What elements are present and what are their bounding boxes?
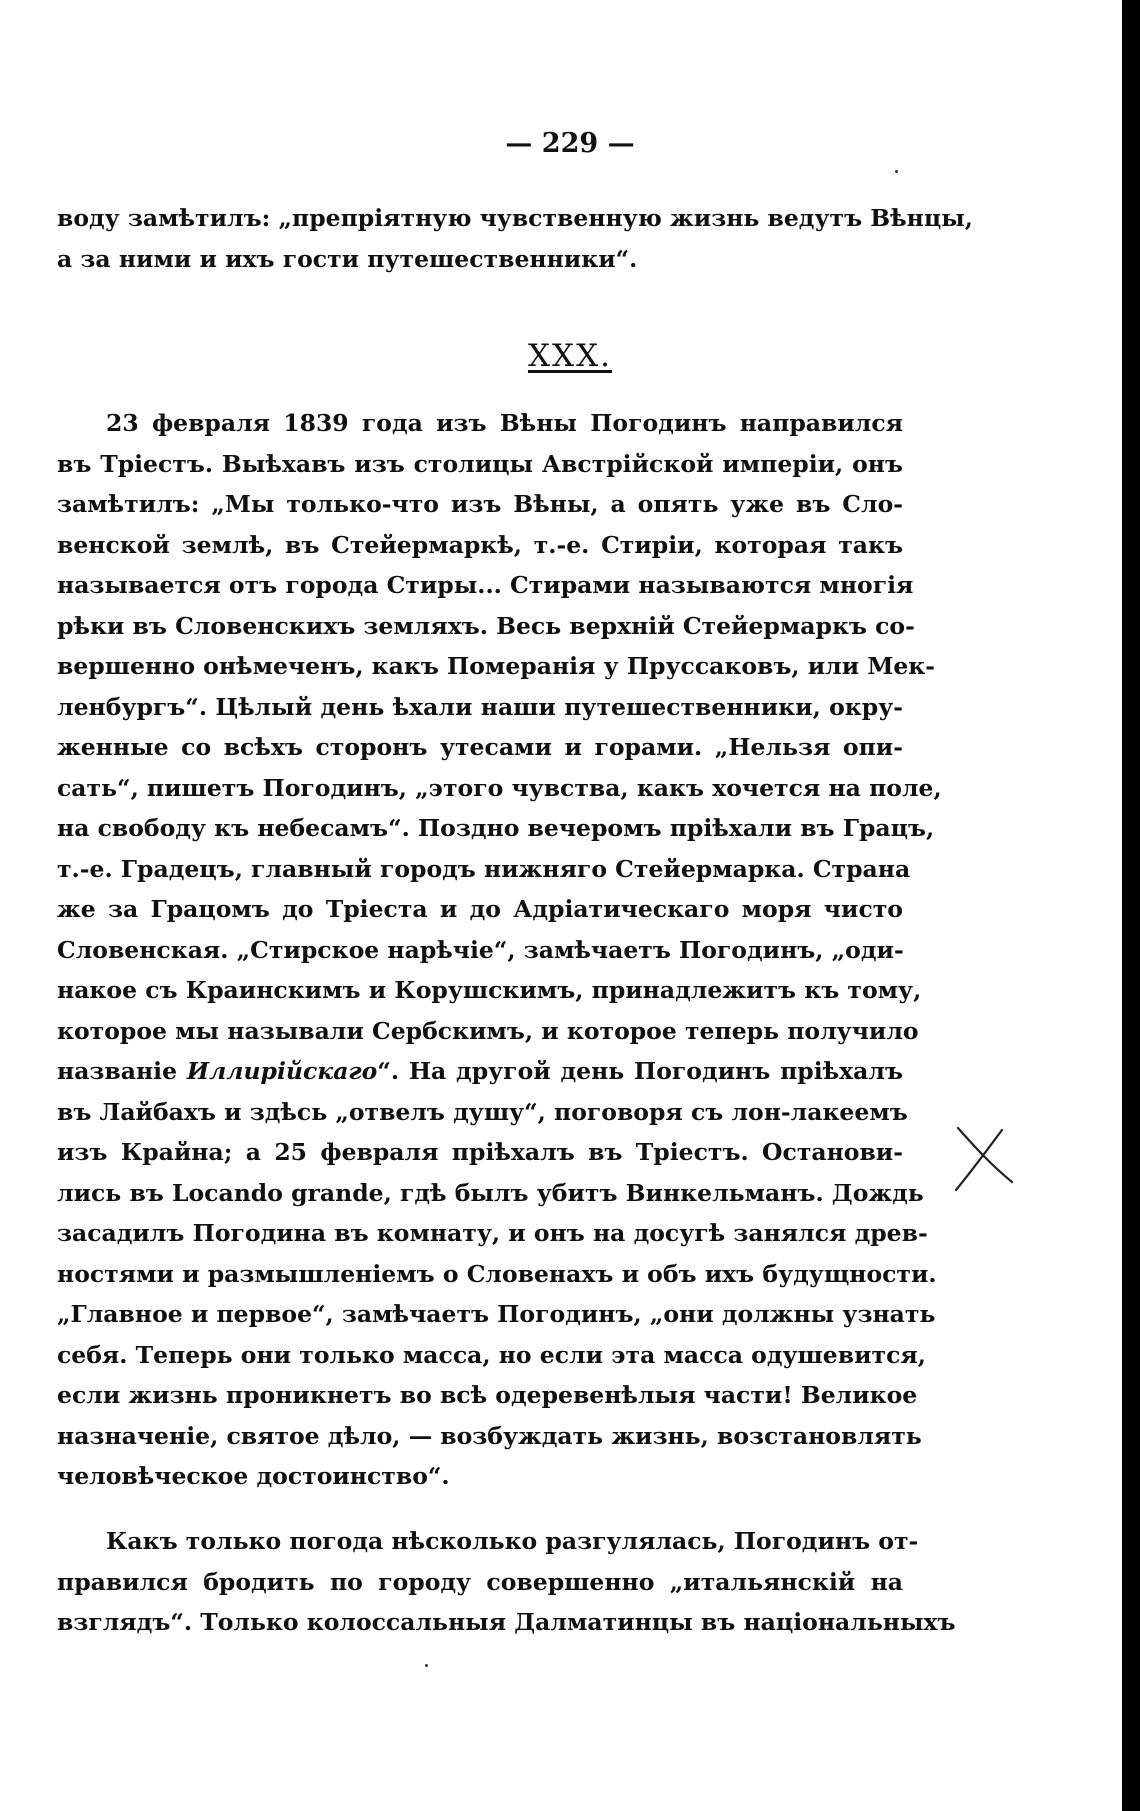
text-line: накое съ Краинскимъ и Корушскимъ, принадлежитъ къ тому, [57,976,922,1004]
intro-text [57,198,973,279]
text-line-illyrian [57,1051,903,1092]
text-line: ностями и размышленіемъ о Словенахъ и объ ихъ будущности. [57,1259,937,1288]
text-line: называется отъ города Стиры... Стирами называются многія [57,571,914,599]
text-line: взглядъ“. Только колоссальныя Далматинцы въ національныхъ [57,1608,956,1636]
text-line: изъ Крайна; а 25 февраля пріѣхалъ въ Тріестъ. Останови- [57,1138,903,1166]
text-line: женные со всѣхъ сторонъ утесами и горами. „Нельзя опи- [57,733,903,761]
text-line: ленбургъ“. Цѣлый день ѣхали наши путешественники, окру- [57,692,903,721]
text-line: Какъ только погода нѣсколько разгулялась, Погодинъ от- [106,1527,919,1555]
text-line: венской землѣ, въ Стейермаркѣ, т.-е. Стиріи, которая такъ [57,530,903,559]
text-line: рѣки въ Словенскихъ земляхъ. Весь верхній Стейермаркъ со- [57,611,915,640]
text-line: же за Грацомъ до Тріеста и до Адріатическаго моря чисто [57,895,903,923]
scan-dark-edge [1122,0,1140,1811]
text-line: человѣческое достоинство“. [57,1462,450,1490]
text-line: правился бродить по городу совершенно „итальянскій на [57,1567,903,1596]
chapter-heading-text: XXX. [527,338,613,374]
text-line: воду замѣтилъ: „препріятную чувственную жизнь ведутъ Вѣнцы, [57,204,973,232]
text-line: а за ними и ихъ гости путешественники“. [57,244,638,273]
text-line: вершенно онѣмеченъ, какъ Померанія у Пруссаковъ, или Мек- [57,652,936,680]
text-line: „Главное и первое“, замѣчаетъ Погодинъ, „они должны узнать [57,1300,936,1328]
page-number: — 229 — [505,128,635,159]
text-line: т.-е. Градецъ, главный городъ нижняго Стейермарка. Страна [57,854,911,883]
text-line: въ Лайбахъ и здѣсь „отвелъ душу“, поговоря съ лон-лакеемъ [57,1097,908,1126]
handwritten-x-mark-icon [952,1124,1016,1194]
chapter-heading [0,338,1140,374]
text-line: которое мы называли Сербскимъ, и которое теперь получило [57,1016,919,1045]
text-line: себя. Теперь они только масса, но если эта масса одушевится, [57,1340,926,1369]
scan-speck [425,1664,428,1667]
text-line: назначеніе, святое дѣло, — возбуждать жизнь, возстановлять [57,1421,922,1450]
paragraph-1 [57,403,942,1497]
text-line: сать“, пишетъ Погодинъ, „этого чувства, какъ хочется на поле, [57,773,942,802]
text-line: лись въ Locando grande, гдѣ былъ убитъ Винкельманъ. Дождь [57,1178,924,1207]
text-line: въ Тріестъ. Выѣхавъ изъ столицы Австрійской имперіи, онъ [57,449,903,478]
text-line: замѣтилъ: „Мы только-что изъ Вѣны, а опять уже въ Сло- [57,490,903,518]
italic-word: Иллирійскаго [186,1057,378,1085]
text-line: засадилъ Погодина въ комнату, и онъ на досугѣ занялся древ- [57,1219,928,1247]
text-line: Словенская. „Стирское нарѣчіе“, замѣчаетъ Погодинъ, „оди- [57,935,904,964]
text-line: 23 февраля 1839 года изъ Вѣны Погодинъ направился [106,409,903,437]
text-line: если жизнь проникнетъ во всѣ одеревенѣлыя части! Великое [57,1381,918,1409]
text-segment: названіе [57,1057,187,1085]
scan-speck [895,170,898,173]
text-line: на свободу къ небесамъ“. Поздно вечеромъ пріѣхали въ Грацъ, [57,814,935,842]
text-segment: “. На другой день Погодинъ пріѣхалъ [377,1057,903,1085]
paragraph-2 [57,1521,956,1643]
